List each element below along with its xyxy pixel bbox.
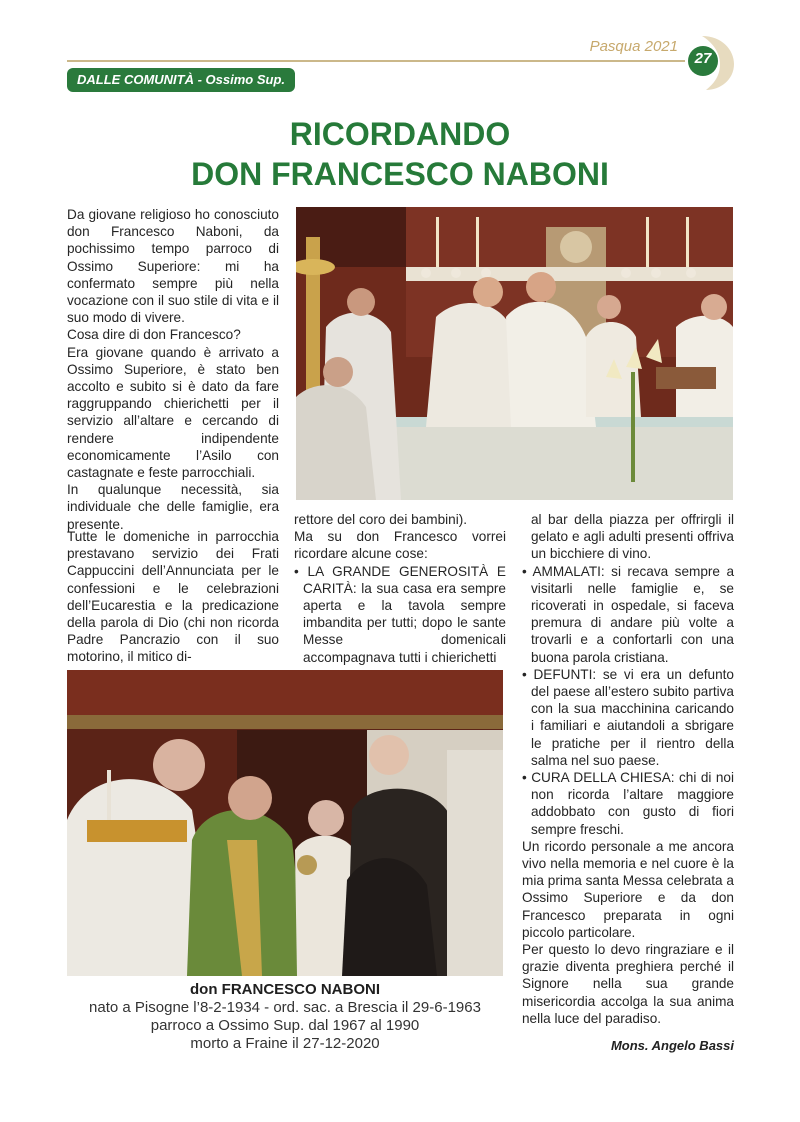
paragraph: Era giovane quando è arrivato a Ossimo Superiore, è stato ben accolto e subito si è dato da fare raggruppando chierichetti per il servizio all’altare e cercando di rendere indipendente economicamente l’Asilo con castagnate e feste parrocchiali.: [67, 344, 279, 481]
caption-line: nato a Pisogne l’8-2-1934 - ord. sac. a Brescia il 29-6-1963: [89, 999, 481, 1016]
paragraph: Da giovane religioso ho conosciuto don Francesco Naboni, da pochissimo tempo parroco di Ossimo Superiore: mi ha confermato sempre più nella vocazione con il suo stile di vita e il suo modo di vivere.: [67, 207, 279, 326]
list-intro: Ma su don Francesco vorrei ricordare alcune cose:: [294, 529, 506, 562]
bullet-church: • CURA DELLA CHIESA: chi di noi non ricorda l’altare maggiore addobbato con gusto di fiori sempre freschi.: [522, 770, 734, 837]
caption-line: morto a Fraine il 27-12-2020: [190, 1035, 380, 1052]
caption-name: don FRANCESCO NABONI: [190, 981, 380, 998]
altar-ceremony-photo: [296, 207, 733, 500]
article-title: [67, 114, 733, 194]
paragraph: Per questo lo devo ringraziare e il grazie diventa preghiera perché il Signore nella sua grande misericordia accolga la sua anima nella luce del paradiso.: [522, 942, 734, 1026]
paragraph: Cosa dire di don Francesco?: [67, 327, 241, 343]
page-number: 27: [694, 50, 712, 67]
title-line-2: DON FRANCESCO NABONI: [191, 156, 609, 192]
paragraph-continued: rettore del coro dei bambini).: [294, 512, 468, 527]
header-rule: [67, 60, 685, 62]
author-signature: Mons. Angelo Bassi: [610, 1038, 734, 1053]
bullet-generosity-start: • LA GRANDE GENEROSITÀ E CARITÀ: la sua casa era sempre aperta e la tavola sempre imbandita per tutti; dopo le sante Messe domenicali accompagnava tutti i chierichetti: [294, 563, 506, 665]
paragraph-start: Tutte le domeniche in parrocchia prestavano servizio dei Frati Cappuccini dell’Annunciata per le confessioni e le celebrazioni dell’Eucarestia e la predicazione della parola di Dio (chi non ricorda Padre Pancrazio con il suo motorino, il mitico di-: [67, 529, 279, 665]
sunday-text: [67, 528, 279, 666]
section-tag: DALLE COMUNITÀ - Ossimo Sup.: [67, 68, 295, 92]
paragraph: Un ricordo personale a me ancora vivo nella memoria e nel cuore è la mia prima santa Messa celebrata a Ossimo Superiore e da don Francesco preparata in ogni piccolo particolare.: [522, 838, 734, 940]
communion-photo: [67, 670, 503, 976]
column-middle: [294, 511, 506, 666]
bullet-sick: • AMMALATI: si recava sempre a visitarli nelle famiglie e, se ricoverati in ospedale, si faceva premura di andare più volte a trovarli e a confortarli con una buona parola cristiana.: [522, 563, 734, 665]
issue-season: Pasqua 2021: [589, 38, 678, 55]
title-line-1: RICORDANDO: [289, 116, 511, 152]
column-right: [522, 511, 734, 1027]
intro-text: [67, 206, 279, 533]
bullet-deceased: • DEFUNTI: se vi era un defunto del paese all’estero subito partiva con la sua macchinina caricando i familiari e aiutandoli a sbrigare le pratiche per il rientro della salma nel suo paese.: [522, 666, 734, 768]
photo-caption: [67, 981, 503, 1053]
bullet-generosity-end: al bar della piazza per offrirgli il gelato e agli adulti presenti offriva un bicchiere di vino.: [531, 512, 734, 562]
caption-line: parroco a Ossimo Sup. dal 1967 al 1990: [150, 1017, 420, 1034]
paragraph: In qualunque necessità, sia individuale che delle famiglie, era presente.: [67, 482, 279, 532]
